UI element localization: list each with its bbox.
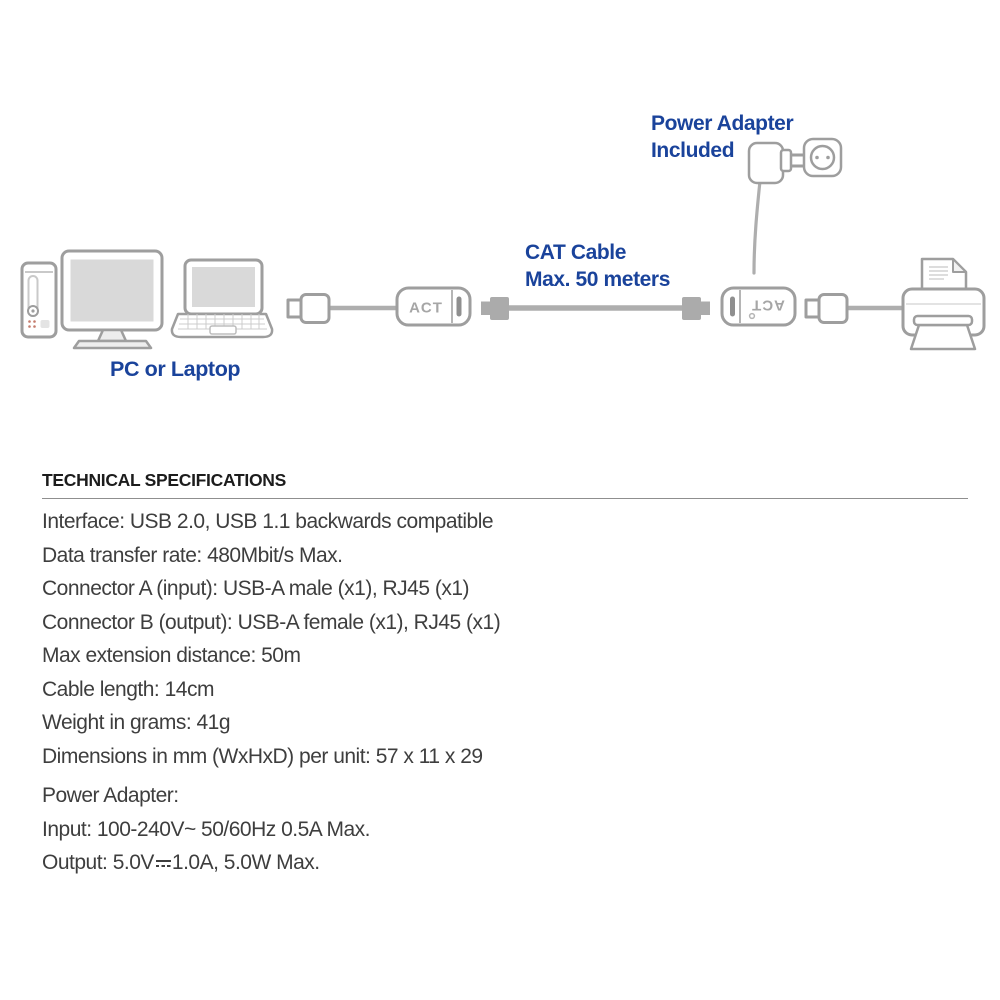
technical-specifications bbox=[42, 470, 968, 880]
specs-heading: TECHNICAL SPECIFICATIONS bbox=[42, 470, 286, 490]
cat-cable-label bbox=[525, 239, 670, 293]
spec-line-max-distance: Max extension distance: 50m bbox=[42, 644, 301, 667]
dc-symbol-icon bbox=[156, 858, 171, 869]
usb-a-plug-icon bbox=[288, 295, 329, 323]
rj45-plug-icon bbox=[481, 297, 509, 320]
desktop-tower-icon bbox=[22, 263, 56, 337]
specs-divider bbox=[42, 498, 968, 499]
power-output-prefix: Output: 5.0V bbox=[42, 851, 154, 874]
wall-socket-icon bbox=[804, 139, 841, 176]
extender-transmitter-icon bbox=[397, 288, 470, 325]
power-adapter-label bbox=[651, 110, 793, 164]
extender-receiver-icon bbox=[722, 288, 795, 325]
power-cable bbox=[754, 181, 760, 273]
spec-line-power-input: Input: 100-240V~ 50/60Hz 0.5A Max. bbox=[42, 817, 370, 841]
spec-line-connector-b: Connector B (output): USB-A female (x1), RJ45 (x1) bbox=[42, 610, 501, 634]
spec-line-power-output bbox=[42, 846, 968, 880]
laptop-icon bbox=[172, 260, 272, 337]
cat-cable-label-line2: Max. 50 meters bbox=[525, 268, 670, 291]
monitor-icon bbox=[62, 251, 162, 348]
spec-line-dimensions: Dimensions in mm (WxHxD) per unit: 57 x 11 x 29 bbox=[42, 744, 483, 768]
act-logo-text: ACT bbox=[409, 299, 443, 317]
printer-icon bbox=[903, 259, 984, 349]
spec-line-weight: Weight in grams: 41g bbox=[42, 711, 231, 734]
spec-line-connector-a: Connector A (input): USB-A male (x1), RJ45 (x1) bbox=[42, 577, 470, 600]
spec-line-power-title: Power Adapter: bbox=[42, 784, 179, 807]
spec-line-interface: Interface: USB 2.0, USB 1.1 backwards compatible bbox=[42, 510, 494, 533]
pc-or-laptop-label: PC or Laptop bbox=[110, 357, 241, 381]
act-logo-text: ACT bbox=[751, 296, 785, 314]
power-output-suffix: 1.0A, 5.0W Max. bbox=[171, 851, 320, 874]
power-adapter-specs bbox=[42, 779, 968, 880]
specs-list bbox=[42, 505, 968, 773]
usb-a-plug-icon bbox=[806, 295, 847, 323]
power-adapter-label-line1: Power Adapter bbox=[651, 112, 794, 135]
connection-diagram bbox=[0, 0, 1000, 450]
spec-line-data-rate: Data transfer rate: 480Mbit/s Max. bbox=[42, 543, 343, 567]
spec-line-cable-length: Cable length: 14cm bbox=[42, 677, 214, 701]
power-adapter-label-line2: Included bbox=[651, 139, 735, 162]
cat-cable-label-line1: CAT Cable bbox=[525, 241, 627, 264]
rj45-plug-icon bbox=[682, 297, 710, 320]
